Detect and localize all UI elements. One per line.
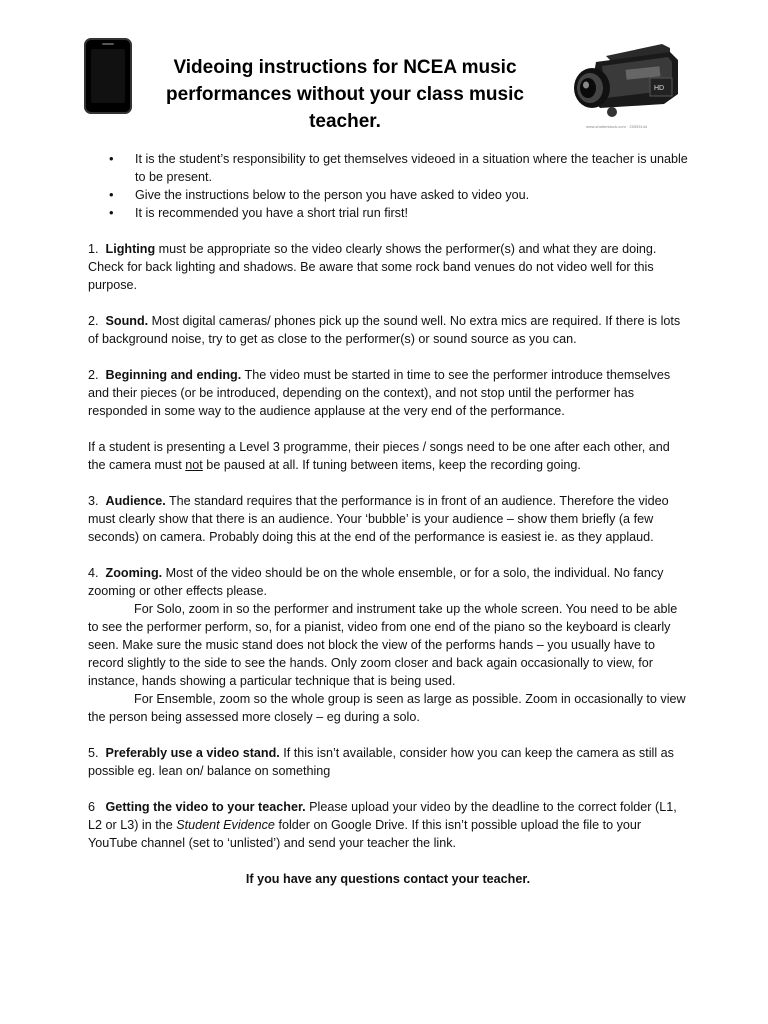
- section-heading: Zooming.: [105, 566, 163, 580]
- section-heading: Lighting: [105, 242, 156, 256]
- image-credit: www.shutterstock.com · 25393144: [586, 124, 648, 129]
- title-line-2: performances without your class music: [166, 84, 524, 105]
- bullet-item: • It is recommended you have a short trial run first!: [135, 204, 688, 222]
- bullet-item: • It is the student’s responsibility to get themselves videoed in a situation where the teacher is unable to be present.: [135, 150, 688, 186]
- section-number: 2.: [88, 314, 99, 328]
- intro-bullet-list: [88, 150, 688, 222]
- section-text: Please upload your video by the deadline to the correct folder (L1, L2 or L3) in the: [88, 800, 677, 832]
- section-text: be paused at all. If tuning between items, keep the recording going.: [202, 458, 581, 472]
- section-text: must be appropriate so the video clearly shows the performer(s) and what they are doing. Check for back lighting and shadows. Be aware that some rock band venues do not video well for this purpose.: [88, 242, 657, 292]
- zooming-solo-paragraph: For Solo, zoom in so the performer and instrument take up the whole screen. You need to be able to see the performer perform, so, for a pianist, video from one end of the piano so the keyboard is clearly seen. Make sure the music stand does not block the view of the performs hands – you usually have to record slightly to the side to see the hands. Only zoom closer and back again occasionally to view, for instance, hands showing a particular technique that is being used.: [88, 602, 678, 688]
- smartphone-icon: [84, 38, 132, 114]
- title-line-1: Videoing instructions for NCEA music: [173, 57, 517, 78]
- page-title: [140, 54, 550, 135]
- section-text: Most digital cameras/ phones pick up the sound well. No extra mics are required. If there is lots of background noise, try to get as close to the performer(s) or sound source as you can.: [88, 314, 681, 346]
- italic-folder-name: Student Evidence: [176, 818, 275, 832]
- section-text: The standard requires that the performance is in front of an audience. Therefore the video must clearly show that there is an audience. Your ‘bubble’ is your audience – show them briefly (a few seconds) on camera. Probably doing this at the end of the performance is easiest ie. as they applaud.: [88, 494, 669, 544]
- section-text: folder on Google Drive. If this isn’t possible upload the file to your YouTube channel (set to ‘unlisted’) and send your teacher the link.: [88, 818, 642, 850]
- camcorder-icon: [566, 38, 686, 130]
- section-number: 6: [88, 800, 96, 814]
- phone-screen: [91, 49, 125, 103]
- section-sound: [88, 312, 688, 348]
- section-heading: Preferably use a video stand.: [105, 746, 280, 760]
- section-text: If this isn’t available, consider how you can keep the camera as still as possible eg. lean on/ balance on something: [88, 746, 674, 778]
- section-number: 4.: [88, 566, 99, 580]
- section-number: 5.: [88, 746, 99, 760]
- zooming-ensemble-paragraph: For Ensemble, zoom so the whole group is seen as large as possible. Zoom in occasionally to view the person being assessed more closely – eg during a solo.: [88, 692, 686, 724]
- closing-note: If you have any questions contact your teacher.: [245, 872, 531, 886]
- underlined-word: not: [185, 458, 203, 472]
- section-zooming: [88, 564, 688, 600]
- section-audience: [88, 492, 688, 546]
- section-heading: Sound.: [105, 314, 149, 328]
- section-heading: Beginning and ending.: [105, 368, 242, 382]
- section-text: Most of the video should be on the whole ensemble, or for a solo, the individual. No fancy zooming or other effects please.: [88, 566, 664, 598]
- section-beginning-ending: [88, 366, 688, 420]
- section-video-stand: [88, 744, 688, 780]
- camcorder-hd-badge: HD: [654, 85, 665, 92]
- section-text: The video must be started in time to see the performer introduce themselves and their pieces (or be introduced, depending on the context), and not stop until the performer has responded in some way to the audience applause at the very end of the performance.: [88, 368, 671, 418]
- title-line-3: teacher.: [309, 111, 381, 132]
- section-lighting: [88, 240, 688, 294]
- section-number: 2.: [88, 368, 99, 382]
- document-body: [88, 150, 688, 906]
- camcorder-graphic: [566, 38, 686, 124]
- phone-speaker: [102, 43, 114, 45]
- section-level3-note: [88, 438, 688, 474]
- section-number: 1.: [88, 242, 99, 256]
- bullet-item: • Give the instructions below to the person you have asked to video you.: [135, 186, 688, 204]
- section-number: 3.: [88, 494, 99, 508]
- section-heading: Audience.: [105, 494, 166, 508]
- section-getting-video: [88, 798, 688, 852]
- section-heading: Getting the video to your teacher.: [105, 800, 306, 814]
- section-text: If a student is presenting a Level 3 programme, their pieces / songs need to be one after each other, and the camera must: [88, 440, 670, 472]
